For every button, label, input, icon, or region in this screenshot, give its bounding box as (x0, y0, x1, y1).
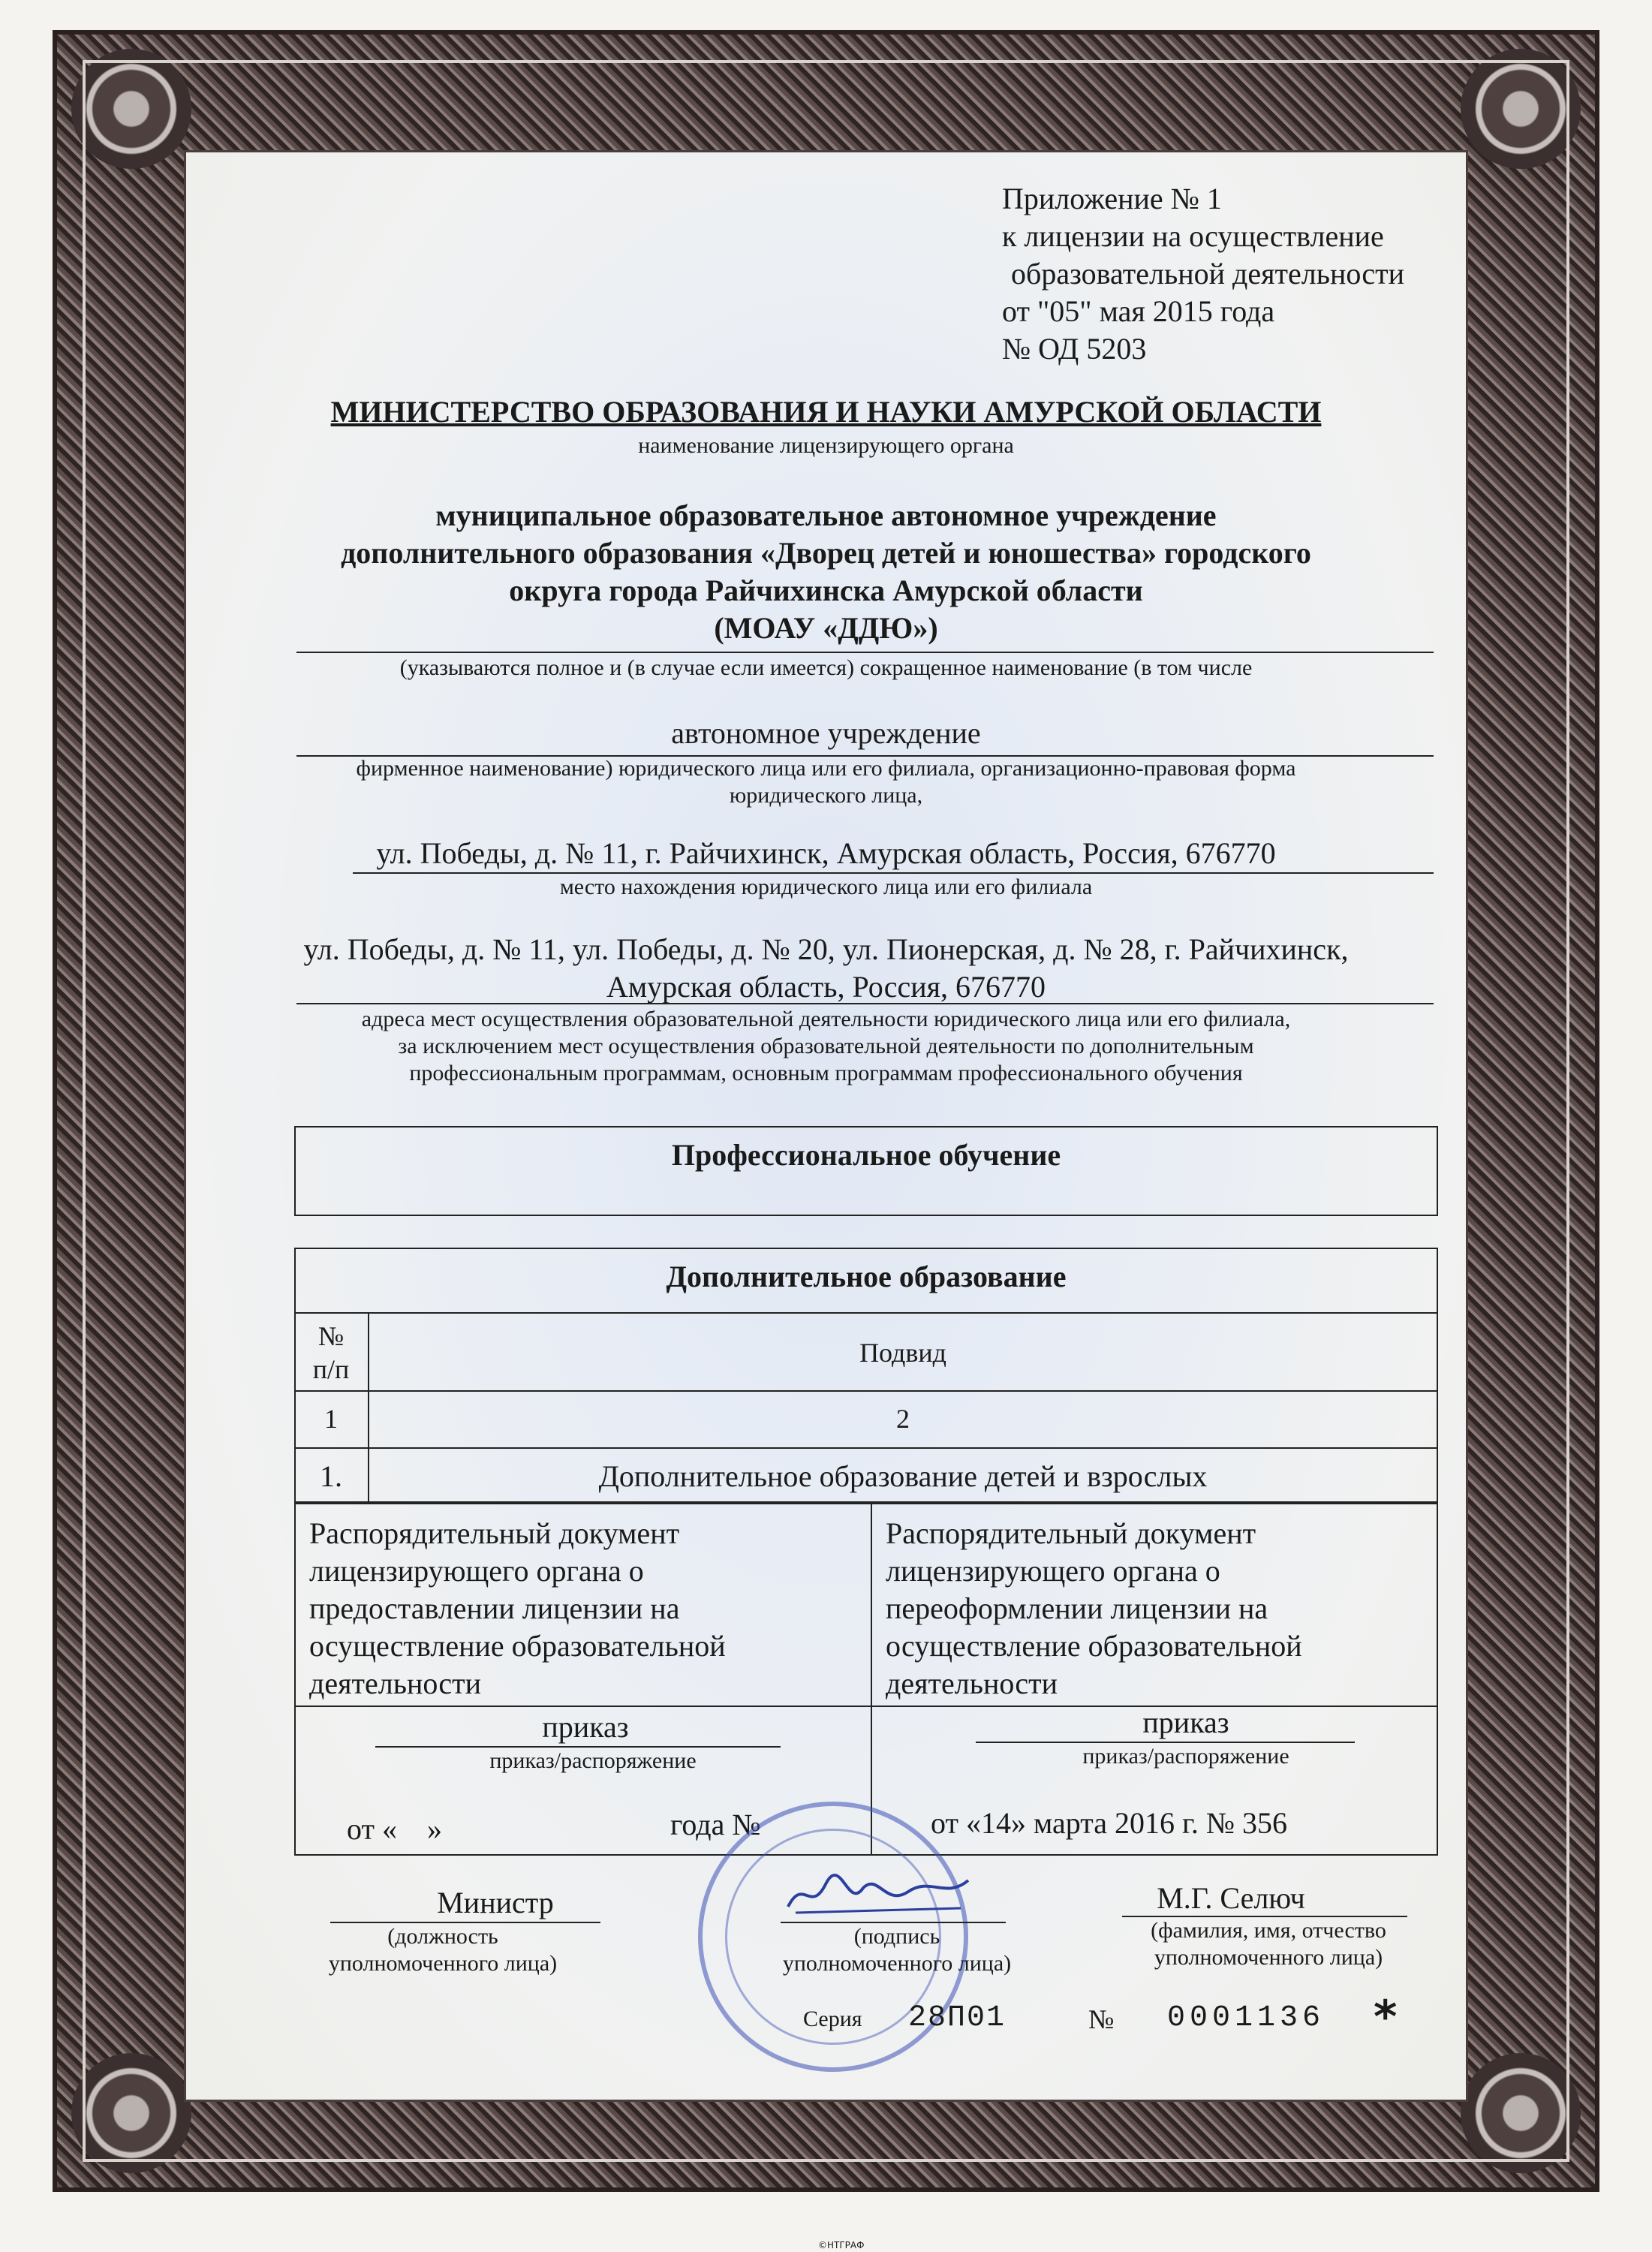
activity-addresses (184, 931, 1468, 1006)
caption-line: уполномоченного лица) (1154, 1945, 1383, 1970)
authority-caption: наименование лицензирующего органа (638, 433, 1014, 458)
grant-document-type-caption: приказ/распоряжение (489, 1748, 697, 1773)
printer-mark: ©НТГРАФ (818, 2240, 865, 2250)
doc-title-line: осуществление образовательной (886, 1629, 1302, 1663)
appendix-ref-line: образовательной деятельности (1011, 257, 1404, 291)
professional-training-box (294, 1126, 1438, 1216)
organization-form-caption (184, 755, 1468, 809)
license-date: от "05" мая 2015 года (1002, 294, 1275, 328)
legal-address-caption: место нахождения юридического лица или его филиала (559, 875, 1093, 899)
organization-form: автономное учреждение (671, 716, 981, 750)
caption-line: (фамилия, имя, отчество (1151, 1918, 1386, 1943)
handwritten-signature (781, 1869, 976, 1922)
doc-title-line: Распорядительный документ (886, 1516, 1256, 1550)
caption-line: (подпись (853, 1924, 940, 1949)
organization-caption: (указываются полное и (в случае если имеется) сокращенное наименование (в том числе (399, 655, 1253, 680)
documents-divider (871, 1503, 872, 1856)
appendix-ref-line: к лицензии на осуществление (1002, 219, 1384, 253)
grant-document-type: приказ (542, 1710, 629, 1744)
reissue-document-type: приказ (1142, 1706, 1229, 1739)
appendix-number: Приложение № 1 (1002, 182, 1222, 215)
activity-address-line: Амурская область, Россия, 676770 (606, 970, 1046, 1004)
column-header-line: № (317, 1321, 345, 1351)
caption-line: за исключением мест осуществления образовательной деятельности по дополнительным (398, 1034, 1254, 1058)
activity-addresses-caption (184, 1006, 1468, 1087)
serial-label: Серия (803, 2007, 862, 2031)
doc-title-line: переоформлении лицензии на (886, 1591, 1268, 1625)
caption-line: фирменное наименование) юридического лица или его филиала, организационно-правовая форма (356, 756, 1296, 781)
doc-title-line: деятельности (886, 1666, 1058, 1700)
organization-name-line: дополнительного образования «Дворец детей и юношества» городского (341, 536, 1311, 570)
column-header-number (294, 1320, 368, 1386)
underline (296, 1003, 1434, 1004)
caption-line: юридического лица, (729, 783, 923, 808)
grant-document-date: от « » (347, 1812, 442, 1846)
additional-education-title: Дополнительное образование (666, 1260, 1067, 1293)
underline (296, 652, 1434, 653)
doc-title-line: Распорядительный документ (309, 1516, 680, 1550)
legal-address: ул. Победы, д. № 11, г. Райчихинск, Амурская область, Россия, 676770 (376, 836, 1276, 870)
numbering-row-cell: 1 (324, 1404, 338, 1434)
serial-asterisk: * (1374, 1991, 1398, 2043)
table-row-subtype: Дополнительное образование детей и взрослых (598, 1459, 1208, 1493)
caption-line: уполномоченного лица) (782, 1951, 1012, 1976)
official-full-name: М.Г. Селюч (1157, 1881, 1305, 1915)
column-header-line: п/п (312, 1354, 350, 1384)
reissue-document-type-caption: приказ/распоряжение (1082, 1744, 1289, 1769)
table-rule (294, 1390, 1438, 1392)
caption-line: (должность (387, 1924, 498, 1949)
numbering-row-cell: 2 (896, 1404, 910, 1434)
name-caption (1111, 1917, 1426, 1971)
organization-name-line: округа города Райчихинска Амурской области (509, 574, 1143, 607)
doc-title-line: предоставлении лицензии на (309, 1591, 680, 1625)
doc-title-line: осуществление образовательной (309, 1629, 726, 1663)
activity-address-line: ул. Победы, д. № 11, ул. Победы, д. № 20, ул. Пионерская, д. № 28, г. Райчихинск, (303, 932, 1349, 966)
serial-series: 28П01 (908, 2001, 1007, 2035)
serial-number-label: № (1088, 2004, 1115, 2034)
serial-number: 0001136 (1167, 2001, 1326, 2035)
organization-name (184, 497, 1468, 647)
grant-document-title (309, 1515, 865, 1703)
license-number: № ОД 5203 (1002, 332, 1147, 366)
doc-title-line: лицензирующего органа о (309, 1554, 644, 1588)
professional-training-title: Профессиональное обучение (671, 1138, 1061, 1172)
official-position: Министр (437, 1886, 554, 1919)
reissue-document-date-number: от «14» марта 2016 г. № 356 (931, 1806, 1287, 1840)
column-header-subtype: Подвид (859, 1338, 946, 1368)
caption-line: адреса мест осуществления образовательной деятельности юридического лица или его филиала, (361, 1007, 1291, 1031)
caption-line: уполномоченного лица) (328, 1951, 558, 1976)
organization-name-line: муниципальное образовательное автономное учреждение (435, 498, 1217, 532)
organization-short-name: (МОАУ «ДДЮ») (714, 611, 938, 645)
table-rule (294, 1312, 1438, 1314)
caption-line: профессиональным программам, основным программам профессионального обучения (409, 1061, 1243, 1085)
reissue-document-title (886, 1515, 1426, 1703)
doc-title-line: деятельности (309, 1666, 481, 1700)
appendix-header (1002, 180, 1452, 368)
table-row-number: 1. (320, 1459, 342, 1493)
authority-name: МИНИСТЕРСТВО ОБРАЗОВАНИЯ И НАУКИ АМУРСКОЙ ОБЛАСТИ (330, 395, 1322, 429)
position-caption (285, 1923, 600, 1977)
signature-caption (751, 1923, 1043, 1977)
table-rule (294, 1447, 1438, 1449)
grant-document-number: года № (670, 1808, 761, 1841)
doc-title-line: лицензирующего органа о (886, 1554, 1220, 1588)
